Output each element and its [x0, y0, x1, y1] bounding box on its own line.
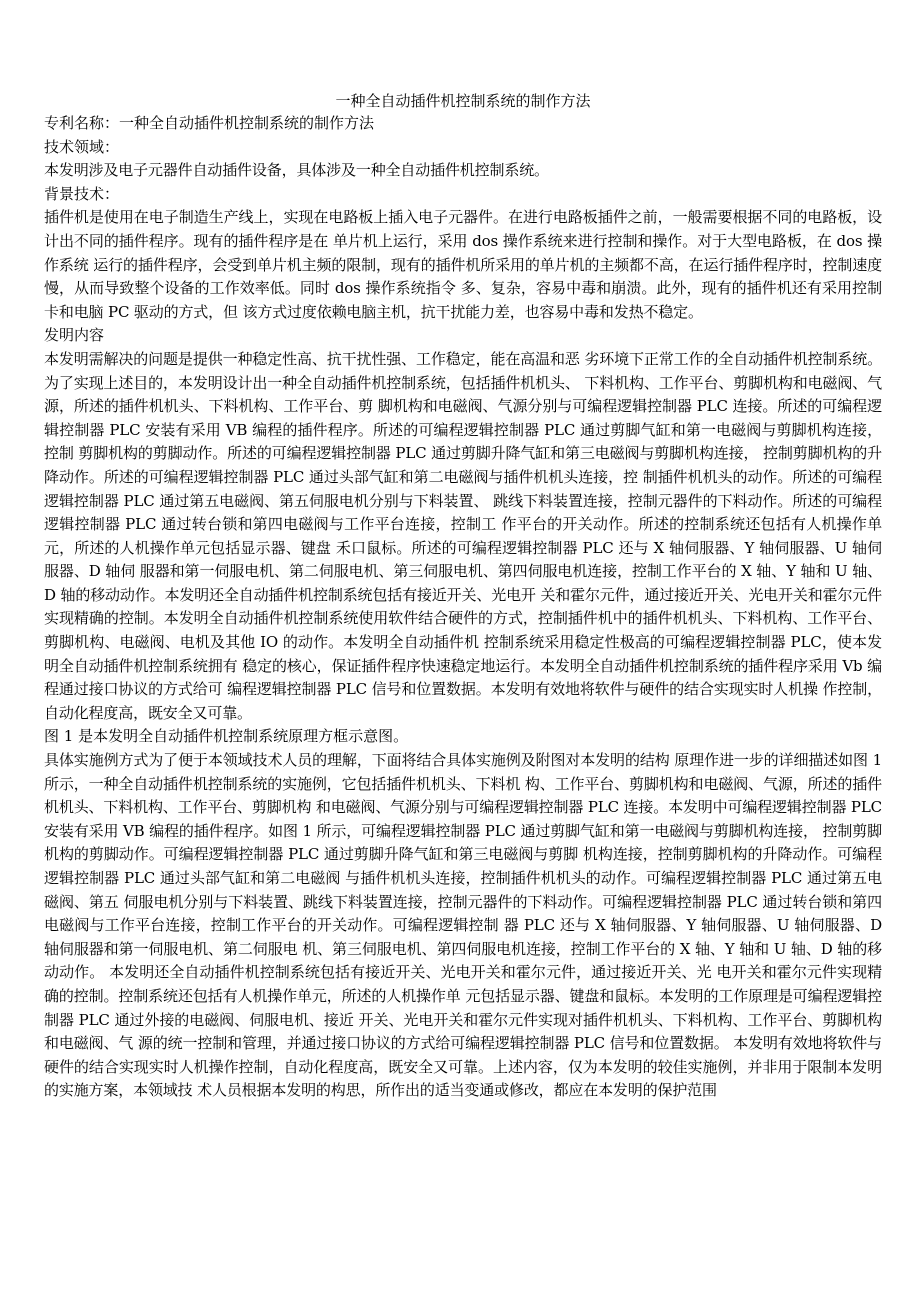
field-heading: 技术领域： [44, 137, 120, 156]
invention-text: 本发明需解决的问题是提供一种稳定性高、抗干扰性强、工作稳定，能在高温和恶 劣环境下正常工作的全自动插件机控制系统。为了实现上述目的，本发明设计出一种全自动插件机控制系统，包括插件机机头、 下料机构、工作平台、剪脚机构和电磁阀、气源，所述的插件机机头、下料机构、工作平台、剪 脚机构和电磁阀、气源分别与可编程逻辑控制器 PLC 连接。所述的可编程逻辑控制器 PLC 安装有采用 VB 编程的插件程序。所述的可编程逻辑控制器 PLC 通过剪脚气缸和第一电磁阀与剪脚机构连接，控制 剪脚机构的剪脚动作。所述的可编程逻辑控制器 PLC 通过剪脚升降气缸和第三电磁阀与剪脚机构连接， 控制剪脚机构的升降动作。所述的可编程逻辑控制器 PLC 通过头部气缸和第二电磁阀与插件机机头连接，控 制插件机机头的动作。所述的可编程逻辑控制器 PLC 通过第五电磁阀、第五伺服电机分别与下料装置、 跳线下料装置连接，控制元器件的下料动作。所述的可编程逻辑控制器 PLC 通过转台锁和第四电磁阀与工作平台连接，控制工 作平台的开关动作。所述的控制系统还包括有人机操作单元，所述的人机操作单元包括显示器、键盘 禾口鼠标。所述的可编程逻辑控制器 PLC 还与 X 轴伺服器、Y 轴伺服器、U 轴伺服器、D 轴伺 服器和第一伺服电机、第二伺服电机、第三伺服电机、第四伺服电机连接，控制工作平台的 X 轴、Y 轴和 U 轴、D 轴的移动动作。本发明还全自动插件机控制系统包括有接近开关、光电开 关和霍尔元件，通过接近开关、光电开关和霍尔元件实现精确的控制。本发明全自动插件机控制系统使用软件结合硬件的方式，控制插件机中的插件机机头、下料机构、工作平台、剪脚机构、电磁阀、电机及其他 IO 的动作。本发明全自动插件机 控制系统采用稳定性极高的可编程逻辑控制器 PLC，使本发明全自动插件机控制系统拥有 稳定的核心，保证插件程序快速稳定地运行。本发明全自动插件机控制系统的插件程序采用 Vb 编程通过接口协议的方式给可 编程逻辑控制器 PLC 信号和位置数据。本发明有效地将软件与硬件的结合实现实时人机操 作控制，自动化程度高，既安全又可靠。 [44, 349, 882, 722]
document-title: 一种全自动插件机控制系统的制作方法 [335, 92, 591, 110]
document-page [44, 90, 882, 1103]
background-text: 插件机是使用在电子制造生产线上，实现在电路板上插入电子元器件。在进行电路板插件之前，一般需要根据不同的电路板，设计出不同的插件程序。现有的插件程序是在 单片机上运行，采用 dos 操作系统来进行控制和操作。对于大型电路板，在 dos 操作系统 运行的插件程序，会受到单片机主频的限制，现有的插件机所采用的单片机的主频都不高，在运行插件程序时，控制速度慢，从而导致整个设备的工作效率低。同时 dos 操作系统指令 多、复杂，容易中毒和崩溃。此外，现有的插件机还有采用控制卡和电脑 PC 驱动的方式，但 该方式过度依赖电脑主机，抗干扰能力差，也容易中毒和发热不稳定。 [44, 208, 882, 321]
background-heading: 背景技术： [44, 184, 120, 203]
field-text: 本发明涉及电子元器件自动插件设备，具体涉及一种全自动插件机控制系统。 [44, 161, 549, 180]
invention-heading: 发明内容 [44, 326, 105, 345]
embodiment-text: 具体实施例方式为了便于本领域技术人员的理解，下面将结合具体实施例及附图对本发明的结构 原理作进一步的详细描述如图 1 所示，一种全自动插件机控制系统的实施例，它包括插件机机头、下料机 构、工作平台、剪脚机构和电磁阀、气源，所述的插件机机头、下料机构、工作平台、剪脚机构 和电磁阀、气源分别与可编程逻辑控制器 PLC 连接。本发明中可编程逻辑控制器 PLC 安装有采用 VB 编程的插件程序。如图 1 所示，可编程逻辑控制器 PLC 通过剪脚气缸和第一电磁阀与剪脚机构连接， 控制剪脚机构的剪脚动作。可编程逻辑控制器 PLC 通过剪脚升降气缸和第三电磁阀与剪脚 机构连接，控制剪脚机构的升降动作。可编程逻辑控制器 PLC 通过头部气缸和第二电磁阀 与插件机机头连接，控制插件机机头的动作。可编程逻辑控制器 PLC 通过第五电磁阀、第五 伺服电机分别与下料装置、跳线下料装置连接，控制元器件的下料动作。可编程逻辑控制器 PLC 通过转台锁和第四电磁阀与工作平台连接，控制工作平台的开关动作。可编程逻辑控制 器 PLC 还与 X 轴伺服器、Y 轴伺服器、U 轴伺服器、D 轴伺服器和第一伺服电机、第二伺服电 机、第三伺服电机、第四伺服电机连接，控制工作平台的 X 轴、Y 轴和 U 轴、D 轴的移动动作。 本发明还全自动插件机控制系统包括有接近开关、光电开关和霍尔元件，通过接近开关、光 电开关和霍尔元件实现精确的控制。控制系统还包括有人机操作单元，所述的人机操作单 元包括显示器、键盘和鼠标。本发明的工作原理是可编程逻辑控制器 PLC 通过外接的电磁阀、伺服电机、接近 开关、光电开关和霍尔元件实现对插件机机头、下料机构、工作平台、剪脚机构和电磁阀、气 源的统一控制和管理，并通过接口协议的方式给可编程逻辑控制器 PLC 信号和位置数据。 本发明有效地将软件与硬件的结合实现实时人机操作控制，自动化程度高，既安全又可靠。上述内容，仅为本发明的较佳实施例，并非用于限制本发明的实施方案，本领域技 术人员根据本发明的构思，所作出的适当变通或修改，都应在本发明的保护范围 [44, 751, 882, 1100]
figure-caption: 图 1 是本发明全自动插件机控制系统原理方框示意图。 [44, 727, 409, 746]
patent-name: 专利名称：一种全自动插件机控制系统的制作方法 [44, 114, 375, 132]
